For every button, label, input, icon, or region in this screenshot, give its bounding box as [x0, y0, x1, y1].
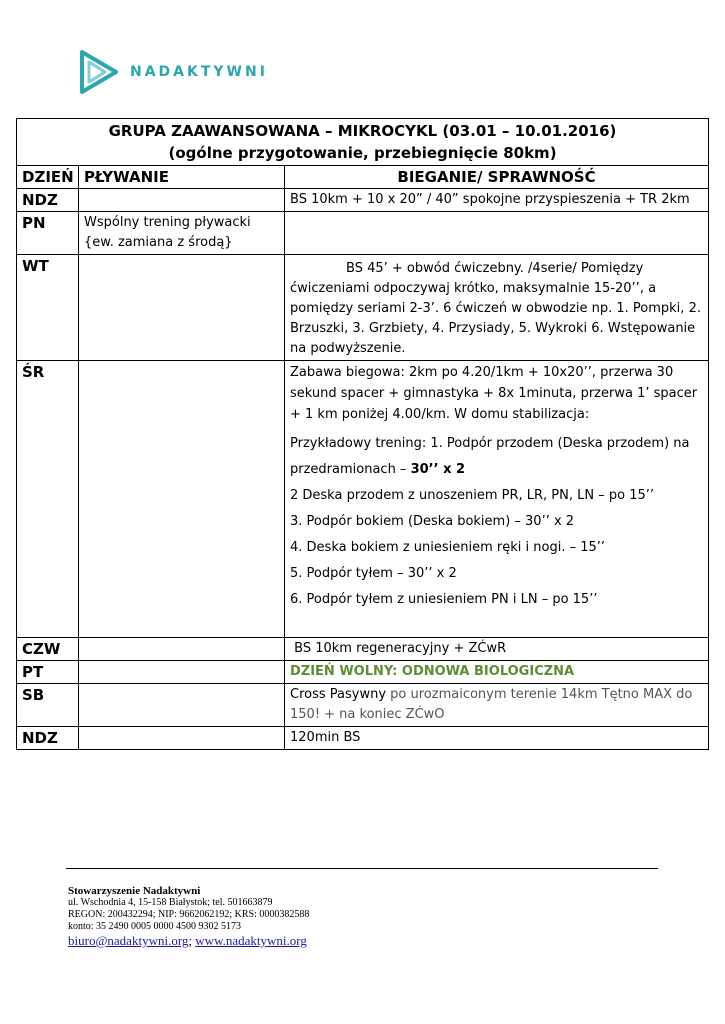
table-row — [17, 255, 709, 361]
swim-cell — [79, 661, 285, 684]
nadaktywni-logo-icon — [78, 48, 120, 96]
swim-cell — [79, 255, 285, 361]
day-cell: NDZ — [17, 189, 79, 212]
table-row — [17, 727, 709, 750]
day-cell: CZW — [17, 638, 79, 661]
run-cell: DZIEŃ WOLNY: ODNOWA BIOLOGICZNA — [285, 661, 709, 684]
swim-cell — [79, 638, 285, 661]
table-row — [17, 661, 709, 684]
header-day: DZIEŃ — [17, 166, 79, 189]
logo-text: NADAKTYWNI — [130, 64, 268, 80]
footer-ids: REGON: 200432294; NIP: 9662062192; KRS: 0000382588 — [68, 909, 310, 920]
exercise-item: 6. Podpór tyłem z uniesieniem PN i LN – po 15’’ — [290, 592, 598, 607]
table-row — [17, 638, 709, 661]
day-cell: ŚR — [17, 361, 79, 638]
footer-org: Stowarzyszenie Nadaktywni — [68, 885, 201, 897]
run-cell — [285, 684, 709, 727]
run-cell: BS 45’ + obwód ćwiczebny. /4serie/ Pomiędzy ćwiczeniami odpoczywaj krótko, maksymalnie 15-20’’, a pomiędzy seriami 2-3’. 6 ćwiczeń w obwodzie np. 1. Pompki, 2. Brzuszki, 3. Grzbiety, 4. Przysiady, 5. Wykroki 6. Wstępowanie na podwyższenie. — [285, 255, 709, 361]
run-cell — [285, 361, 709, 638]
table-row — [17, 212, 709, 255]
run-cell: BS 10km regeneracyjny + ZĆwR — [285, 638, 709, 661]
header-run: BIEGANIE/ SPRAWNOŚĆ — [285, 166, 709, 189]
footer-divider — [66, 868, 658, 869]
footer-links — [68, 933, 309, 949]
day-cell: WT — [17, 255, 79, 361]
day-cell: PN — [17, 212, 79, 255]
run-part2: po urozmaiconym terenie 14km Tętno MAX do 150! + na koniec ZĆwO — [290, 687, 693, 722]
example-training — [290, 431, 703, 483]
swim-cell — [79, 361, 285, 638]
swim-cell: Wspólny trening pływacki {ew. zamiana z środą} — [79, 212, 285, 255]
day-cell: NDZ — [17, 727, 79, 750]
exercise-item: 3. Podpór bokiem (Deska bokiem) – 30’’ x 2 — [290, 514, 575, 529]
footer — [68, 885, 309, 949]
link-separator: ; — [188, 933, 196, 948]
swim-cell — [79, 684, 285, 727]
plan-title-line2: (ogólne przygotowanie, przebiegnięcie 80km) — [168, 144, 557, 162]
run-description: Zabawa biegowa: 2km po 4.20/1km + 10x20’’, przerwa 30 sekund spacer + gimnastyka + 8x 1minuta, przerwa 1’ spacer + 1 km poniżej 4.00/km. W domu stabilizacja: — [290, 365, 698, 422]
swim-cell — [79, 727, 285, 750]
table-row — [17, 684, 709, 727]
example-bold: 30’’ x 2 — [410, 462, 466, 477]
exercise-item: 5. Podpór tyłem – 30’’ x 2 — [290, 566, 457, 581]
run-cell — [285, 212, 709, 255]
footer-account: konto: 35 2490 0005 0000 4500 9302 5173 — [68, 921, 242, 932]
day-cell: PT — [17, 661, 79, 684]
run-cell: 120min BS — [285, 727, 709, 750]
plan-title-line1: GRUPA ZAAWANSOWANA – MIKROCYKL (03.01 – 10.01.2016) — [108, 122, 617, 140]
email-link[interactable]: biuro@nadaktywni.org — [68, 933, 189, 948]
header-row — [17, 166, 709, 189]
logo — [78, 48, 268, 96]
website-link[interactable]: www.nadaktywni.org — [195, 933, 307, 948]
footer-address: ul. Wschodnia 4, 15-158 Białystok; tel. 501663879 — [68, 897, 273, 908]
swim-cell — [79, 189, 285, 212]
table-row — [17, 361, 709, 638]
day-cell: SB — [17, 684, 79, 727]
example-intro: Przykładowy trening: 1. Podpór przodem (Deska przodem) na przedramionach – — [290, 436, 690, 477]
exercise-item: 2 Deska przodem z unoszeniem PR, LR, PN, LN – po 15’’ — [290, 488, 655, 503]
plan-title — [17, 119, 709, 166]
run-cell: BS 10km + 10 x 20” / 40” spokojne przyspieszenia + TR 2km — [285, 189, 709, 212]
training-plan-table — [16, 118, 709, 750]
run-part1: Cross Pasywny — [290, 687, 387, 702]
title-row — [17, 119, 709, 166]
header-swim: PŁYWANIE — [79, 166, 285, 189]
table-row — [17, 189, 709, 212]
exercise-item: 4. Deska bokiem z uniesieniem ręki i nogi. – 15’’ — [290, 540, 606, 555]
